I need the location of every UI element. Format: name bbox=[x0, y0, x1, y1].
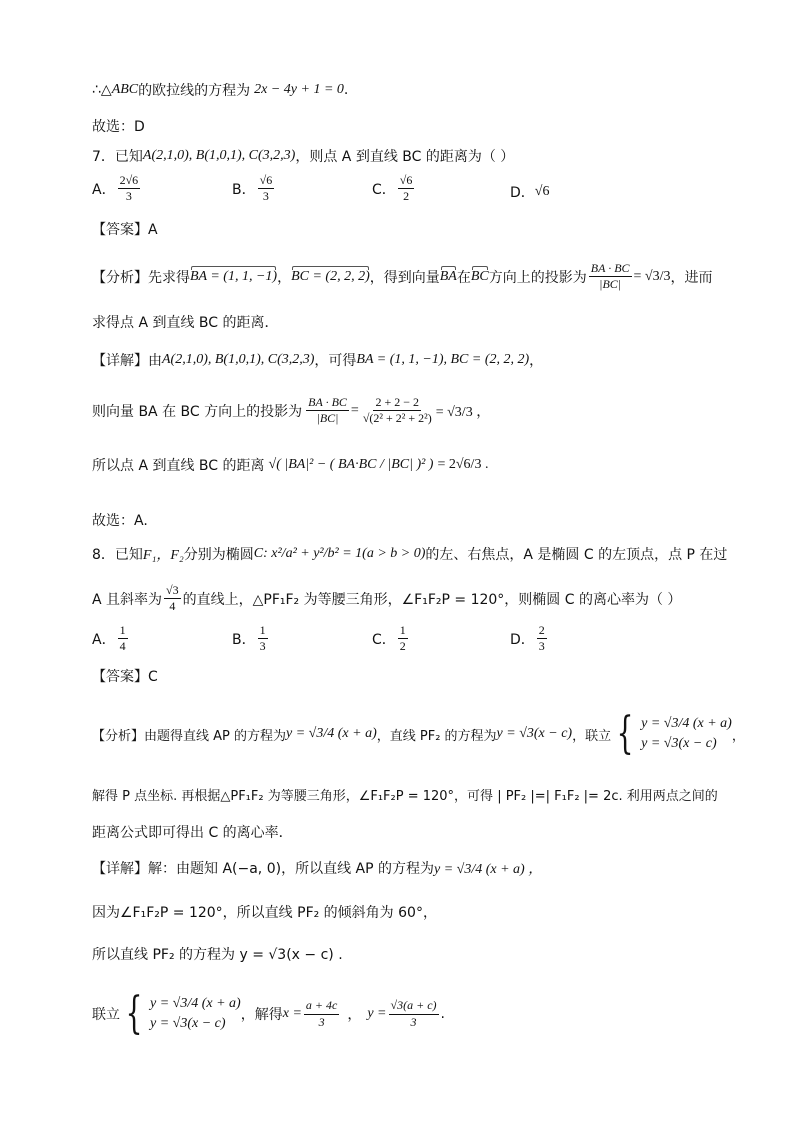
option-fraction: $\frac{1}{2}$ bbox=[399, 623, 406, 654]
detail-tag: 【详解】 bbox=[92, 861, 148, 877]
q7-points: A(2,1,0), B(1,0,1), C(3,2,3) bbox=[142, 148, 296, 163]
system-row: y = √3/4 (x + a) bbox=[641, 716, 732, 731]
projection-value: = √3/3 bbox=[633, 268, 671, 284]
analysis-text: ，进而 bbox=[670, 269, 713, 286]
triangle-abc: ABC bbox=[111, 82, 139, 97]
choose-d: 故选：D bbox=[92, 119, 145, 135]
equation-system: { y = √3/4 (x + a) y = √3(x − c) bbox=[125, 988, 241, 1039]
q8-number: 8．已知 bbox=[92, 547, 143, 563]
option-fraction: $\frac{1}{3}$ bbox=[259, 623, 266, 654]
q7-option-c bbox=[372, 174, 416, 203]
analysis-text: 由题得直线 AP 的方程为 bbox=[144, 728, 287, 744]
q7-projection-line: 则向量 BA 在 BC 方向上的投影为 $\frac{BA \cdot BC}{|BC|}$ = $\frac{2 + 2 - 2}{\text{√(2² + 2² + 2²)}}$ = √3/3 ， bbox=[92, 395, 491, 426]
q8-text: A 且斜率为 bbox=[92, 591, 163, 608]
slope-fraction: $\frac{√3}{4}$ bbox=[166, 583, 179, 614]
analysis-tag: 【分析】 bbox=[92, 269, 148, 286]
detail-text: ，解得 bbox=[240, 1007, 283, 1023]
option-label: A． bbox=[92, 631, 116, 648]
option-value: √6 bbox=[534, 184, 550, 199]
euler-text: 的欧拉线的方程为 bbox=[138, 83, 251, 99]
distance-text: 所以点 A 到直线 BC 的距离 bbox=[92, 458, 265, 474]
q8-text: 分别为椭圆 bbox=[183, 547, 254, 563]
projection-formula: $\frac{BA \cdot BC}{|BC|}$ bbox=[308, 395, 347, 426]
period: . bbox=[343, 82, 349, 98]
equation-system: { y = √3/4 (x + a) y = √3(x − c) bbox=[616, 708, 732, 759]
analysis-text: ，得到向量 bbox=[369, 269, 440, 286]
option-label: C． bbox=[372, 181, 396, 198]
system-row: y = √3(x − c) bbox=[641, 736, 717, 751]
q8-option-c bbox=[372, 624, 410, 653]
q7-choose: 故选：A. bbox=[92, 513, 148, 529]
detail-points: A(2,1,0), B(1,0,1), C(3,2,3) bbox=[162, 352, 315, 367]
analysis-text: ，联立 bbox=[572, 728, 612, 744]
distance-formula: √( |BA|² − ( BA·BC / |BC| )² ) bbox=[268, 457, 434, 472]
q8-text: 的左、右焦点，A 是椭圆 C 的左顶点，点 P 在过 bbox=[425, 547, 728, 563]
option-fraction: $\frac{1}{4}$ bbox=[119, 623, 126, 654]
system-row: y = √3(x − c) bbox=[150, 1016, 226, 1031]
q8-analysis bbox=[92, 708, 745, 759]
line-pf2-equation: y = √3(x − c) bbox=[496, 726, 573, 741]
projection-text: 则向量 BA 在 BC 方向上的投影为 bbox=[92, 403, 303, 420]
option-fraction: $\frac{√6}{3}$ bbox=[259, 173, 273, 204]
punct: ， bbox=[731, 728, 745, 744]
projection-result: = √3/3 ， bbox=[435, 404, 491, 420]
q8-answer: 【答案】C bbox=[92, 669, 158, 685]
detail-text: 联立 bbox=[92, 1007, 120, 1023]
punct: ， bbox=[529, 353, 544, 369]
q7-answer: 【答案】A bbox=[92, 222, 158, 238]
analysis-tag: 【分析】 bbox=[92, 728, 145, 744]
q8-stem-line1 bbox=[92, 544, 727, 564]
q8-stem-line2 bbox=[92, 584, 681, 613]
q7-analysis: 【分析】 先求得 BA = (1, 1, −1) ， BC = (2, 2, 2) ，得到向量 BA 在 BC 方向上的投影为 $\frac{BA \cdot BC}{|BC|}$ = √3/3 ，进而 bbox=[92, 261, 713, 292]
q7-analysis-line2: 求得点 A 到直线 BC 的距离． bbox=[92, 315, 279, 331]
line-ap-equation: y = √3/4 (x + a) bbox=[286, 726, 377, 741]
q7-detail bbox=[92, 350, 543, 370]
q7-option-b bbox=[232, 174, 276, 203]
q7-option-d bbox=[510, 182, 549, 202]
q8-option-d bbox=[510, 624, 549, 653]
projection-calc: $\frac{2 + 2 - 2}{\text{√(2² + 2² + 2²)}}$ bbox=[362, 395, 432, 426]
x-solution: $\frac{a + 4c}{3}$ bbox=[305, 998, 338, 1029]
distance-result: = 2√6/3 . bbox=[437, 457, 489, 472]
option-label: A． bbox=[92, 181, 116, 198]
q7-option-a bbox=[92, 174, 142, 203]
q7-distance-line bbox=[92, 455, 488, 475]
q8-text: 的直线上，△PF₁F₂ 为等腰三角形，∠F₁F₂P = 120°，则椭圆 C 的离心率为（ ） bbox=[182, 591, 682, 608]
q7-stem bbox=[92, 146, 514, 166]
q7-stem-end: ，则点 A 到直线 BC 的距离为（ ） bbox=[295, 149, 515, 165]
system-row: y = √3/4 (x + a) bbox=[150, 996, 241, 1011]
detail-vectors: BA = (1, 1, −1), BC = (2, 2, 2) bbox=[356, 352, 530, 367]
option-label: D． bbox=[510, 185, 535, 201]
q8-detail-system: 联立 { y = √3/4 (x + a) y = √3(x − c) ，解得 x = $\frac{a + 4c}{3}$ ， y = $\frac{√3(a + c)}{3}$ . bbox=[92, 988, 445, 1039]
option-fraction: $\frac{2√6}{3}$ bbox=[119, 173, 139, 204]
analysis-text: 方向上的投影为 bbox=[488, 269, 587, 286]
q8-detail-line2: 因为∠F₁F₂P = 120°，所以直线 PF₂ 的倾斜角为 60°， bbox=[92, 905, 437, 921]
q8-option-b bbox=[232, 624, 270, 653]
q8-detail bbox=[92, 858, 542, 878]
detail-text: 由 bbox=[148, 353, 162, 369]
q8-option-a bbox=[92, 624, 130, 653]
punct: . bbox=[440, 1006, 445, 1022]
q7-number: 7．已知 bbox=[92, 149, 143, 165]
line-ap-equation: y = √3/4 (x + a) ， bbox=[434, 862, 543, 877]
ellipse-equation: C: x²/a² + y²/b² = 1(a > b > 0) bbox=[253, 546, 426, 561]
euler-line-conclusion bbox=[92, 80, 348, 100]
foci: F₁，F₂ bbox=[142, 548, 184, 563]
y-solution: $\frac{√3(a + c)}{3}$ bbox=[390, 998, 437, 1029]
option-fraction: $\frac{√6}{2}$ bbox=[399, 173, 413, 204]
q8-detail-line3: 所以直线 PF₂ 的方程为 y = √3(x − c) . bbox=[92, 947, 343, 963]
option-fraction: $\frac{2}{3}$ bbox=[538, 623, 545, 654]
option-label: D． bbox=[510, 631, 535, 648]
q8-analysis-line2: 解得 P 点坐标. 再根据△PF₁F₂ 为等腰三角形，∠F₁F₂P = 120°，可得 | PF₂ |=| F₁F₂ |= 2c. 利用两点之间的 bbox=[92, 789, 718, 804]
option-label: B． bbox=[232, 181, 256, 198]
analysis-text: 先求得 bbox=[148, 269, 190, 286]
analysis-text: 在 bbox=[456, 269, 471, 286]
analysis-text: ，直线 PF₂ 的方程为 bbox=[376, 728, 497, 744]
euler-equation: 2x − 4y + 1 = 0 bbox=[254, 82, 344, 97]
option-label: C． bbox=[372, 631, 396, 648]
option-label: B． bbox=[232, 631, 256, 648]
detail-tag: 【详解】 bbox=[92, 353, 148, 369]
detail-text: ，可得 bbox=[314, 353, 357, 369]
detail-text: 解：由题知 A(−a, 0)，所以直线 AP 的方程为 bbox=[148, 861, 434, 877]
q8-analysis-line3: 距离公式即可得出 C 的离心率． bbox=[92, 825, 293, 841]
projection-fraction: $\frac{BA \cdot BC}{|BC|}$ bbox=[590, 261, 630, 292]
vector-bc: BC = (2, 2, 2) bbox=[291, 268, 370, 284]
vector-ba: BA = (1, 1, −1) bbox=[190, 268, 278, 284]
therefore-text: ∴△ bbox=[92, 82, 112, 98]
